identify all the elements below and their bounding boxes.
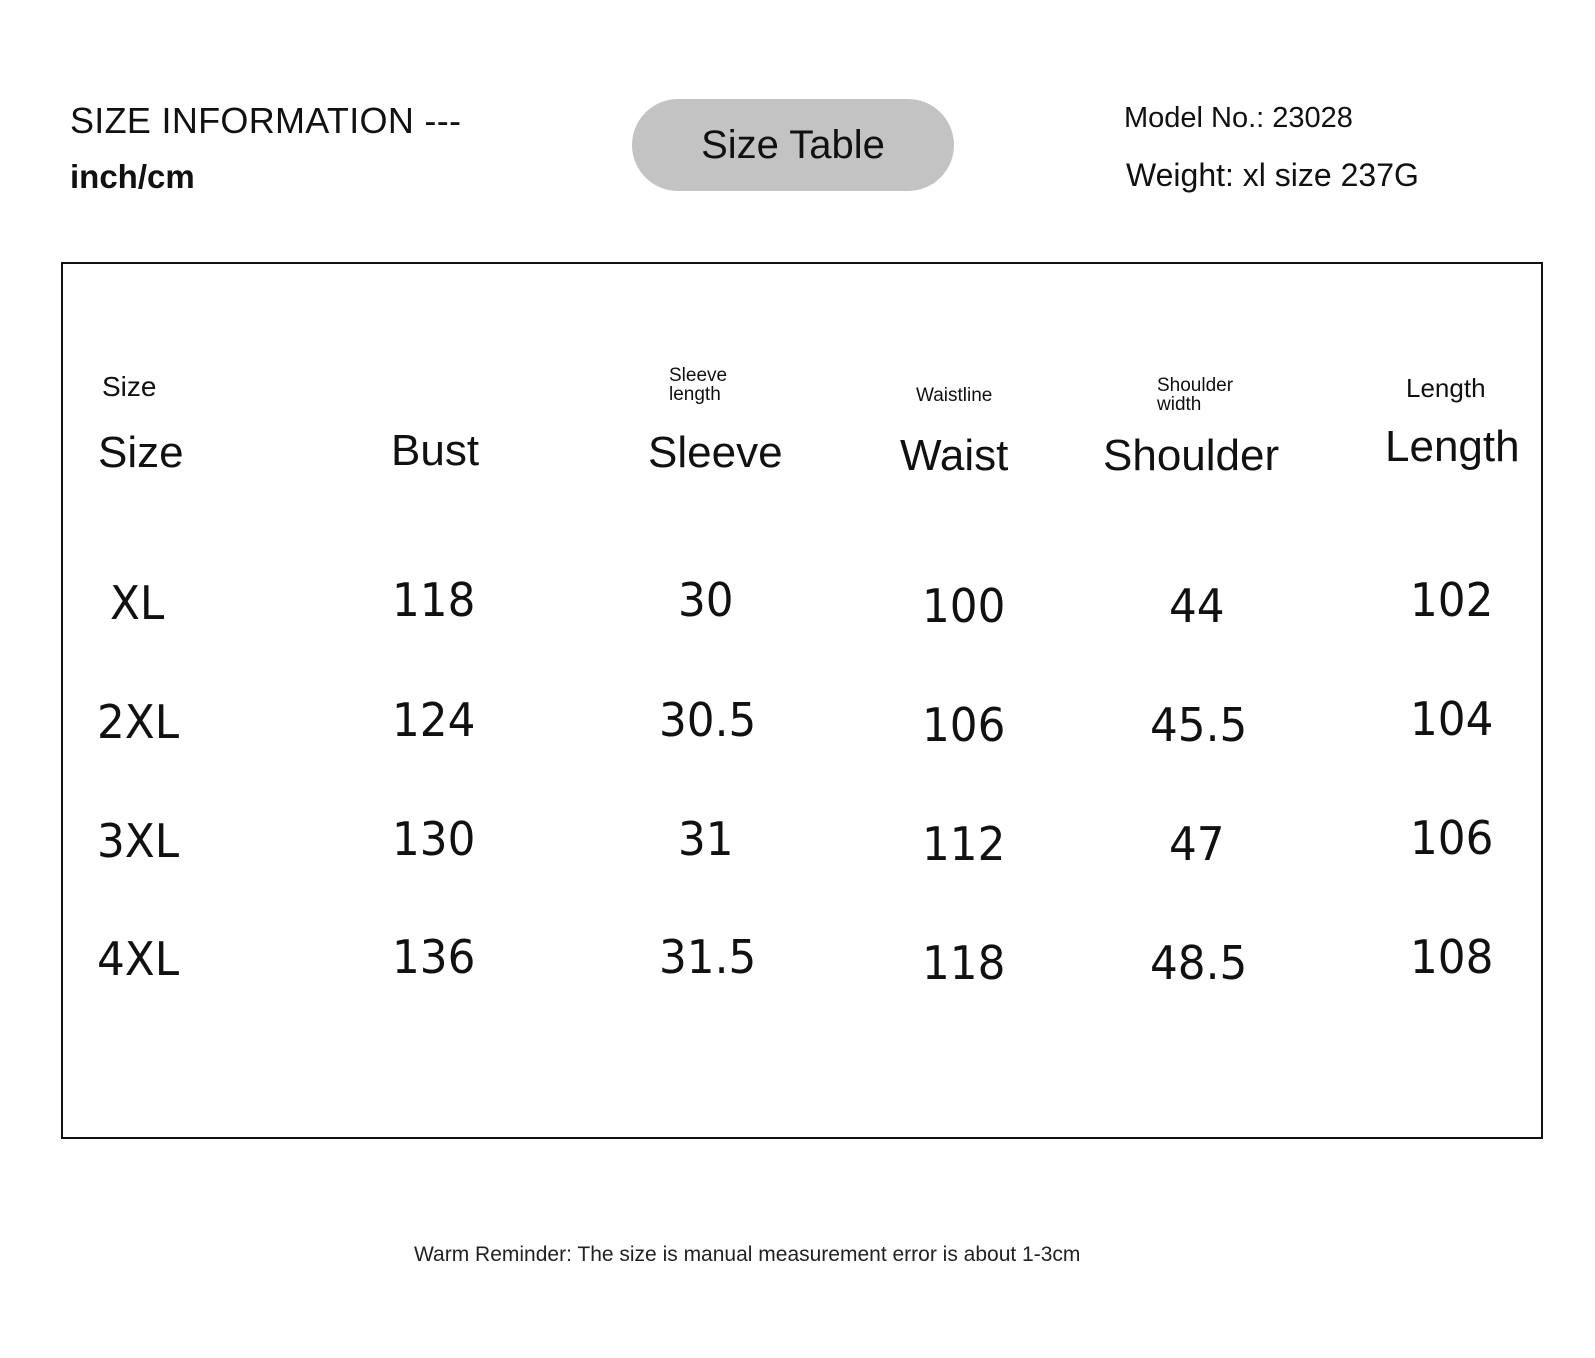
column-sublabel-length: Length [1406,373,1486,403]
unit-label: inch/cm [70,158,195,195]
table-cell-bust: 118 [392,573,476,627]
table-cell-length: 108 [1410,930,1494,984]
table-cell-shoulder: 45.5 [1150,698,1248,752]
table-cell-sleeve: 31 [678,812,734,866]
column-sublabel-shoulder: Shoulder width [1157,375,1234,415]
table-cell-sleeve: 30.5 [659,693,757,747]
column-header-sleeve: Sleeve [648,428,783,477]
table-cell-sleeve: 31.5 [659,930,757,984]
table-cell-bust: 124 [392,693,476,747]
table-cell-sleeve: 30 [678,573,734,627]
warm-reminder-note: Warm Reminder: The size is manual measurement error is about 1-3cm [414,1243,1081,1266]
table-cell-length: 104 [1410,692,1494,746]
table-cell-size: XL [110,576,165,630]
table-cell-waist: 118 [922,936,1006,990]
table-cell-bust: 130 [392,812,476,866]
table-cell-shoulder: 48.5 [1150,936,1248,990]
column-header-size: Size [98,428,184,477]
column-sublabel-size: Size [102,371,157,402]
table-cell-waist: 100 [922,579,1006,633]
table-cell-length: 106 [1410,811,1494,865]
table-cell-waist: 112 [922,817,1006,871]
table-cell-size: 3XL [97,814,180,868]
column-header-bust: Bust [391,426,480,475]
size-information-title: SIZE INFORMATION --- [70,100,462,141]
table-cell-shoulder: 44 [1169,579,1225,633]
model-number: Model No.: 23028 [1124,102,1353,134]
size-table-label: Size Table [701,122,885,167]
table-cell-bust: 136 [392,930,476,984]
table-cell-waist: 106 [922,698,1006,752]
column-header-length: Length [1385,422,1520,471]
table-cell-size: 2XL [97,695,180,749]
size-table-badge [632,99,954,191]
column-sublabel-waist: Waistline [916,385,993,406]
column-sublabel-sleeve: Sleeve length [669,365,728,405]
weight-info: Weight: xl size 237G [1126,157,1419,193]
table-cell-size: 4XL [97,932,180,986]
column-header-waist: Waist [900,431,1009,480]
table-cell-length: 102 [1410,573,1494,627]
column-header-shoulder: Shoulder [1103,431,1280,480]
size-table [61,262,1543,1139]
table-cell-shoulder: 47 [1169,817,1225,871]
